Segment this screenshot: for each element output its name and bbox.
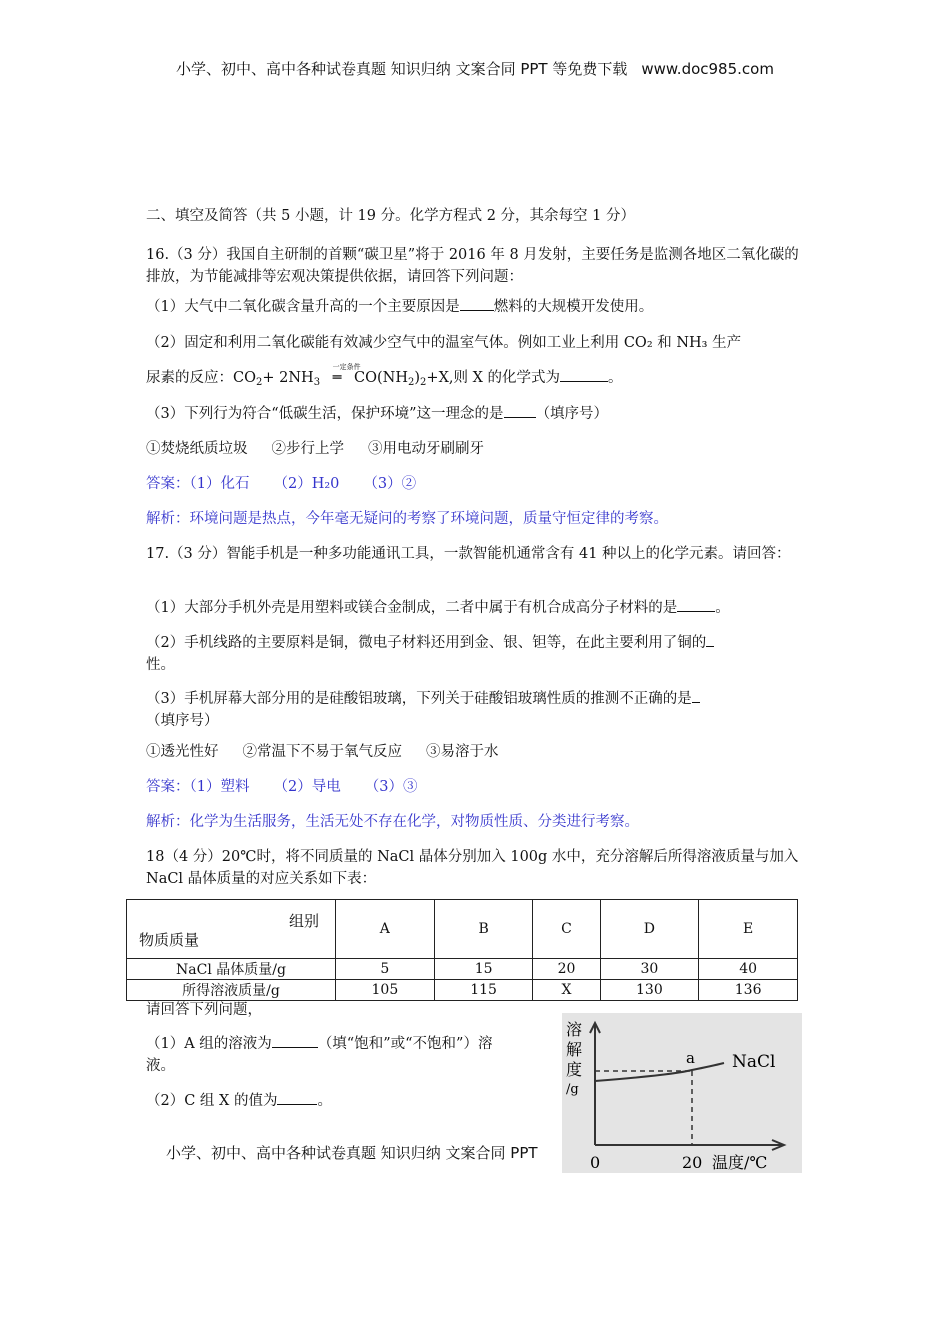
q16-analysis: 解析：环境问题是热点，今年毫无疑问的考察了环境问题，质量守恒定律的考察。 (146, 511, 668, 527)
q18-part1-tail: （填“饱和”或“不饱和”）溶液。 (146, 1036, 493, 1074)
q16-answer (146, 473, 812, 495)
group-header: A (336, 900, 435, 959)
answer-item: （3）③ (364, 779, 418, 795)
q16-options (146, 438, 812, 460)
corner-bottom-label: 物质质量 (139, 931, 200, 949)
q18-part2-end: 。 (317, 1093, 332, 1109)
table-cell: 15 (434, 959, 533, 980)
group-header: E (699, 900, 798, 959)
point-a-label: a (686, 1049, 695, 1067)
q16-blank2 (560, 367, 608, 382)
q17-part2-text: （2）手机线路的主要原料是铜，微电子材料还用到金、银、钽等，在此主要利用了铜的 (146, 635, 707, 651)
q18-blank2 (277, 1090, 317, 1105)
answer-item: （3）② (363, 476, 417, 492)
q16-part3-text: （3）下列行为符合“低碳生活，保护环境”这一理念的是 (146, 406, 504, 422)
q17-stem: 17.（3 分）智能手机是一种多功能通讯工具，一款智能机通常含有 41 种以上的化学元素。请回答： (146, 546, 791, 562)
q17-part3-end: （填序号） (146, 713, 219, 729)
q16-part3 (146, 403, 812, 425)
origin-label: 0 (590, 1153, 601, 1172)
y-label-char: 溶 (566, 1020, 583, 1039)
eq-end: 。 (608, 370, 623, 386)
table-row (127, 959, 798, 980)
page-header (0, 58, 950, 79)
q18-part2 (146, 1089, 332, 1110)
footer-text: 小学、初中、高中各种试卷真题 知识归纳 文案合同 PPT (166, 1144, 538, 1162)
row-label: 所得溶液质量/g (127, 980, 336, 1001)
answer-item: （1）塑料 (189, 779, 250, 795)
eq-sub: 2 (255, 377, 263, 388)
group-header: B (434, 900, 533, 959)
q17-answer (146, 776, 812, 798)
q17-blank1 (677, 597, 715, 612)
q18-part1 (146, 1033, 506, 1077)
eq-sub: 2 (420, 377, 427, 388)
eq-sub: 3 (313, 377, 321, 388)
q16-part2-equation (146, 363, 812, 394)
header-text: 小学、初中、高中各种试卷真题 知识归纳 文案合同 PPT 等免费下载 (176, 60, 628, 78)
nacl-curve (595, 1063, 724, 1081)
eq-urea-close: ) (414, 370, 421, 386)
q16-stem: 16.（3 分）我国自主研制的首颗“碳卫星”将于 2016 年 8 月发射，主要任务是监测各地区二氧化碳的排放，为节能减排等宏观决策提供依据，请回答下列问题： (146, 247, 799, 285)
table-cell: 40 (699, 959, 798, 980)
table-cell: 30 (600, 959, 699, 980)
q17-blank3 (692, 688, 700, 703)
q16-part1-text: （1）大气中二氧化碳含量升高的一个主要原因是 (146, 299, 460, 315)
nacl-data-table (126, 899, 798, 1001)
q17-blank2 (706, 632, 714, 647)
q17-analysis: 解析：化学为生活服务，生活无处不存在化学，对物质性质、分类进行考察。 (146, 814, 639, 830)
q17-part3 (146, 688, 812, 732)
q18-part1-text: （1）A 组的溶液为 (146, 1036, 272, 1052)
answer-label: 答案： (146, 476, 190, 492)
curve-label: NaCl (732, 1052, 776, 1072)
solubility-graph-svg (562, 1013, 802, 1173)
answer-item: （2）H₂0 (273, 476, 340, 492)
header-site: www.doc985.com (641, 60, 774, 78)
q16-part2-line1: （2）固定和利用二氧化碳能有效减少空气中的温室气体。例如工业上利用 CO₂ 和 NH₃ 生产 (146, 335, 742, 351)
table-cell: X (533, 980, 600, 1001)
q16-option: ①焚烧纸质垃圾 (146, 441, 248, 457)
q16-part3-tail: （填序号） (535, 406, 609, 422)
table-cell: 115 (434, 980, 533, 1001)
q16-option: ②步行上学 (271, 441, 344, 457)
q18-blank1 (272, 1033, 318, 1048)
eq-nh3: + 2NH (262, 370, 314, 386)
table-cell: 20 (533, 959, 600, 980)
row-label: NaCl 晶体质量/g (127, 959, 336, 980)
table-header-row (127, 900, 798, 959)
q17-part1 (146, 597, 812, 619)
section-title: 二、填空及简答（共 5 小题，计 19 分。化学方程式 2 分，其余每空 1 分） (146, 208, 635, 224)
eq-tail: +X,则 X 的化学式为 (426, 370, 561, 386)
table-cell: 105 (336, 980, 435, 1001)
eq-sign: ═ (332, 369, 342, 386)
eq-condition: 一定条件 (332, 363, 361, 371)
table-cell: 136 (699, 980, 798, 1001)
q18-part2-text: （2）C 组 X 的值为 (146, 1093, 278, 1109)
q18-prompt: 请回答下列问题， (146, 1002, 262, 1018)
q17-part1-end: 。 (715, 600, 730, 616)
eq-urea: CO(NH (354, 370, 408, 386)
x-axis-label: 温度/℃ (712, 1153, 768, 1172)
y-label-char: 解 (566, 1040, 583, 1059)
eq-arrow (332, 363, 361, 389)
y-label-char: 度 (566, 1060, 583, 1079)
table-cell: 130 (600, 980, 699, 1001)
eq-co2: 尿素的反应：CO (146, 370, 256, 386)
q16-part1 (146, 296, 812, 318)
q17-options (146, 741, 812, 763)
q17-option: ②常温下不易于氧气反应 (242, 744, 402, 760)
q16-option: ③用电动牙刷刷牙 (368, 441, 484, 457)
y-label-char: /g (566, 1082, 579, 1097)
q16-part1-tail: 燃料的大规模开发使用。 (493, 299, 654, 315)
group-header: D (600, 900, 699, 959)
answer-label: 答案： (146, 779, 190, 795)
q17-option: ③易溶于水 (426, 744, 499, 760)
answer-item: （2）导电 (273, 779, 341, 795)
eq-sub: 2 (408, 377, 415, 388)
q16-blank1 (460, 296, 494, 311)
q17-part2 (146, 632, 812, 676)
q17-option: ①透光性好 (146, 744, 219, 760)
answer-item: （1）化石 (189, 476, 250, 492)
q16-blank3 (504, 403, 536, 418)
solubility-graph (562, 1013, 802, 1173)
table-corner-cell (127, 900, 336, 959)
q17-part3-text: （3）手机屏幕大部分用的是硅酸铝玻璃，下列关于硅酸铝玻璃性质的推测不正确的是 (146, 691, 692, 707)
q18-stem: 18（4 分）20℃时，将不同质量的 NaCl 晶体分别加入 100g 水中，充分溶解后所得溶液质量与加入 NaCl 晶体质量的对应关系如下表： (146, 849, 799, 887)
table-cell: 5 (336, 959, 435, 980)
corner-top-label: 组别 (288, 912, 319, 930)
x-tick-label: 20 (682, 1153, 703, 1172)
q17-part2-end: 性。 (146, 657, 175, 673)
q17-part1-text: （1）大部分手机外壳是用塑料或镁合金制成，二者中属于有机合成高分子材料的是 (146, 600, 678, 616)
group-header: C (533, 900, 600, 959)
